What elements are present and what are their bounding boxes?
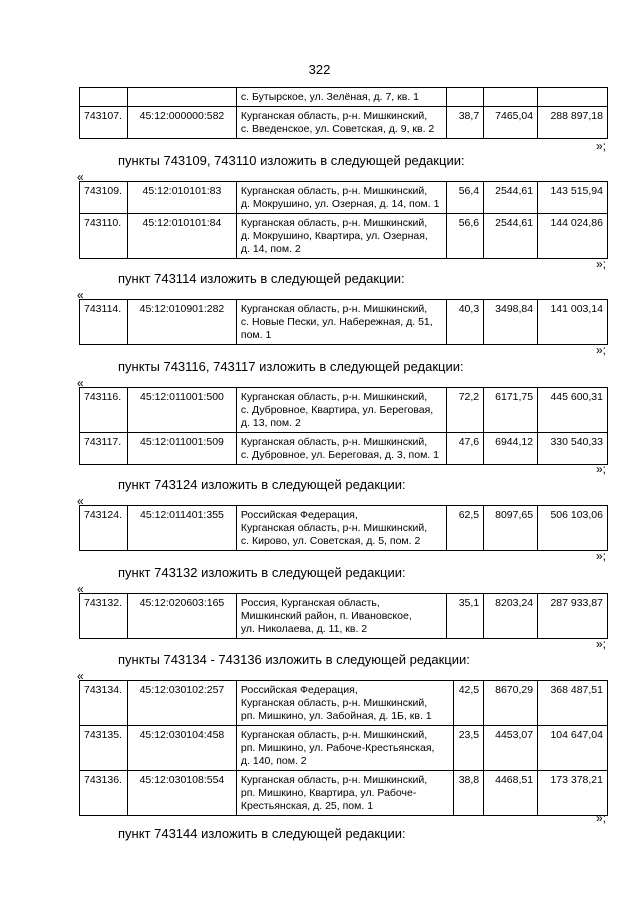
closing-quote: »; <box>595 811 606 825</box>
row-number: 743114. <box>80 300 128 345</box>
table-row <box>80 88 608 107</box>
cadastral-number: 45:12:030104:458 <box>127 726 236 771</box>
address: Курганская область, р-н. Мишкинский, с. Введенское, ул. Советская, д. 9, кв. 2 <box>236 107 446 139</box>
area: 56,4 <box>447 182 484 214</box>
row-number: 743124. <box>80 506 128 551</box>
closing-quote: »; <box>595 139 606 153</box>
closing-quote: »; <box>595 462 606 476</box>
area: 47,6 <box>447 433 484 465</box>
unit-price: 2544,61 <box>484 214 538 259</box>
property-table-2 <box>79 299 608 345</box>
area: 40,3 <box>447 300 484 345</box>
table-row <box>80 182 608 214</box>
cadastral-number: 45:12:000000:582 <box>127 107 236 139</box>
address: Курганская область, р-н. Мишкинский, д. Мокрушино, Квартира, ул. Озерная, д. 14, пом. 2 <box>236 214 446 259</box>
table-row <box>80 107 608 139</box>
total-value <box>538 88 608 107</box>
cadastral-number: 45:12:010901:282 <box>127 300 236 345</box>
address: Курганская область, р-н. Мишкинский, с. Дубровное, ул. Береговая, д. 3, пом. 1 <box>236 433 446 465</box>
total-value: 287 933,87 <box>538 594 608 639</box>
total-value: 368 487,51 <box>538 681 608 726</box>
row-number: 743135. <box>80 726 128 771</box>
unit-price <box>484 88 538 107</box>
unit-price: 8670,29 <box>484 681 538 726</box>
area: 38,8 <box>454 771 484 816</box>
unit-price: 6944,12 <box>484 433 538 465</box>
cadastral-number: 45:12:011001:500 <box>127 388 236 433</box>
property-table-3 <box>79 387 608 465</box>
address: с. Бутырское, ул. Зелёная, д. 7, кв. 1 <box>236 88 446 107</box>
cadastral-number: 45:12:011001:509 <box>127 433 236 465</box>
cadastral-number: 45:12:010101:84 <box>127 214 236 259</box>
total-value: 144 024,86 <box>538 214 608 259</box>
total-value: 288 897,18 <box>538 107 608 139</box>
total-value: 445 600,31 <box>538 388 608 433</box>
row-number: 743132. <box>80 594 128 639</box>
address: Курганская область, р-н. Мишкинский, рп. Мишкино, ул. Рабоче-Крестьянская, д. 140, пом. 2 <box>236 726 453 771</box>
unit-price: 8097,65 <box>484 506 538 551</box>
area: 23,5 <box>454 726 484 771</box>
address: Курганская область, р-н. Мишкинский, с. Новые Пески, ул. Набережная, д. 51, пом. 1 <box>236 300 446 345</box>
row-number: 743109. <box>80 182 128 214</box>
opening-quote: « <box>77 288 84 302</box>
address: Курганская область, р-н. Мишкинский, д. Мокрушино, ул. Озерная, д. 14, пом. 1 <box>236 182 446 214</box>
closing-quote: »; <box>595 549 606 563</box>
closing-quote: »; <box>595 257 606 271</box>
unit-price: 4468,51 <box>484 771 538 816</box>
row-number <box>80 88 128 107</box>
cadastral-number: 45:12:020603:165 <box>127 594 236 639</box>
opening-quote: « <box>77 376 84 390</box>
amendment-paragraph: пункт 743132 изложить в следующей редакции: <box>118 565 406 580</box>
unit-price: 8203,24 <box>484 594 538 639</box>
amendment-paragraph: пункты 743134 - 743136 изложить в следующей редакции: <box>118 652 470 667</box>
table-row <box>80 771 608 816</box>
total-value: 104 647,04 <box>538 726 608 771</box>
opening-quote: « <box>77 582 84 596</box>
table-row <box>80 726 608 771</box>
table-row <box>80 214 608 259</box>
table-row <box>80 433 608 465</box>
total-value: 141 003,14 <box>538 300 608 345</box>
total-value: 143 515,94 <box>538 182 608 214</box>
area: 35,1 <box>447 594 484 639</box>
area: 42,5 <box>454 681 484 726</box>
property-table-4 <box>79 505 608 551</box>
property-table-1 <box>79 181 608 259</box>
table-row <box>80 506 608 551</box>
closing-quote: »; <box>595 637 606 651</box>
opening-quote: « <box>77 669 84 683</box>
row-number: 743134. <box>80 681 128 726</box>
area: 62,5 <box>447 506 484 551</box>
address: Курганская область, р-н. Мишкинский, рп. Мишкино, Квартира, ул. Рабоче- Крестьянская, д. 25, пом. 1 <box>236 771 453 816</box>
address: Российская Федерация, Курганская область, р-н. Мишкинский, рп. Мишкино, ул. Забойная, д. 1Б, кв. 1 <box>236 681 453 726</box>
property-table-0 <box>79 87 608 139</box>
row-number: 743136. <box>80 771 128 816</box>
amendment-paragraph: пункт 743144 изложить в следующей редакции: <box>118 826 406 841</box>
table-row <box>80 388 608 433</box>
row-number: 743117. <box>80 433 128 465</box>
page-number: 322 <box>308 62 331 77</box>
row-number: 743110. <box>80 214 128 259</box>
area: 72,2 <box>447 388 484 433</box>
amendment-paragraph: пункты 743116, 743117 изложить в следующей редакции: <box>118 359 464 374</box>
address: Российская Федерация, Курганская область, р-н. Мишкинский, с. Кирово, ул. Советская, д. 5, пом. 2 <box>236 506 446 551</box>
property-table-6 <box>79 680 608 816</box>
row-number: 743107. <box>80 107 128 139</box>
unit-price: 3498,84 <box>484 300 538 345</box>
total-value: 330 540,33 <box>538 433 608 465</box>
unit-price: 4453,07 <box>484 726 538 771</box>
cadastral-number: 45:12:030102:257 <box>127 681 236 726</box>
address: Россия, Курганская область, Мишкинский район, п. Ивановское, ул. Николаева, д. 11, кв. 2 <box>236 594 446 639</box>
amendment-paragraph: пункт 743124 изложить в следующей редакции: <box>118 477 406 492</box>
area: 38,7 <box>447 107 484 139</box>
cadastral-number: 45:12:030108:554 <box>127 771 236 816</box>
cadastral-number: 45:12:010101:83 <box>127 182 236 214</box>
opening-quote: « <box>77 494 84 508</box>
table-row <box>80 594 608 639</box>
property-table-5 <box>79 593 608 639</box>
cadastral-number: 45:12:011401:355 <box>127 506 236 551</box>
table-row <box>80 300 608 345</box>
unit-price: 7465,04 <box>484 107 538 139</box>
unit-price: 2544,61 <box>484 182 538 214</box>
row-number: 743116. <box>80 388 128 433</box>
amendment-paragraph: пункт 743114 изложить в следующей редакции: <box>118 271 405 286</box>
amendment-paragraph: пункты 743109, 743110 изложить в следующей редакции: <box>118 153 465 168</box>
area <box>447 88 484 107</box>
total-value: 506 103,06 <box>538 506 608 551</box>
closing-quote: »; <box>595 343 606 357</box>
table-row <box>80 681 608 726</box>
address: Курганская область, р-н. Мишкинский, с. Дубровное, Квартира, ул. Береговая, д. 13, пом. 2 <box>236 388 446 433</box>
opening-quote: « <box>77 170 84 184</box>
cadastral-number <box>127 88 236 107</box>
area: 56,6 <box>447 214 484 259</box>
total-value: 173 378,21 <box>538 771 608 816</box>
unit-price: 6171,75 <box>484 388 538 433</box>
